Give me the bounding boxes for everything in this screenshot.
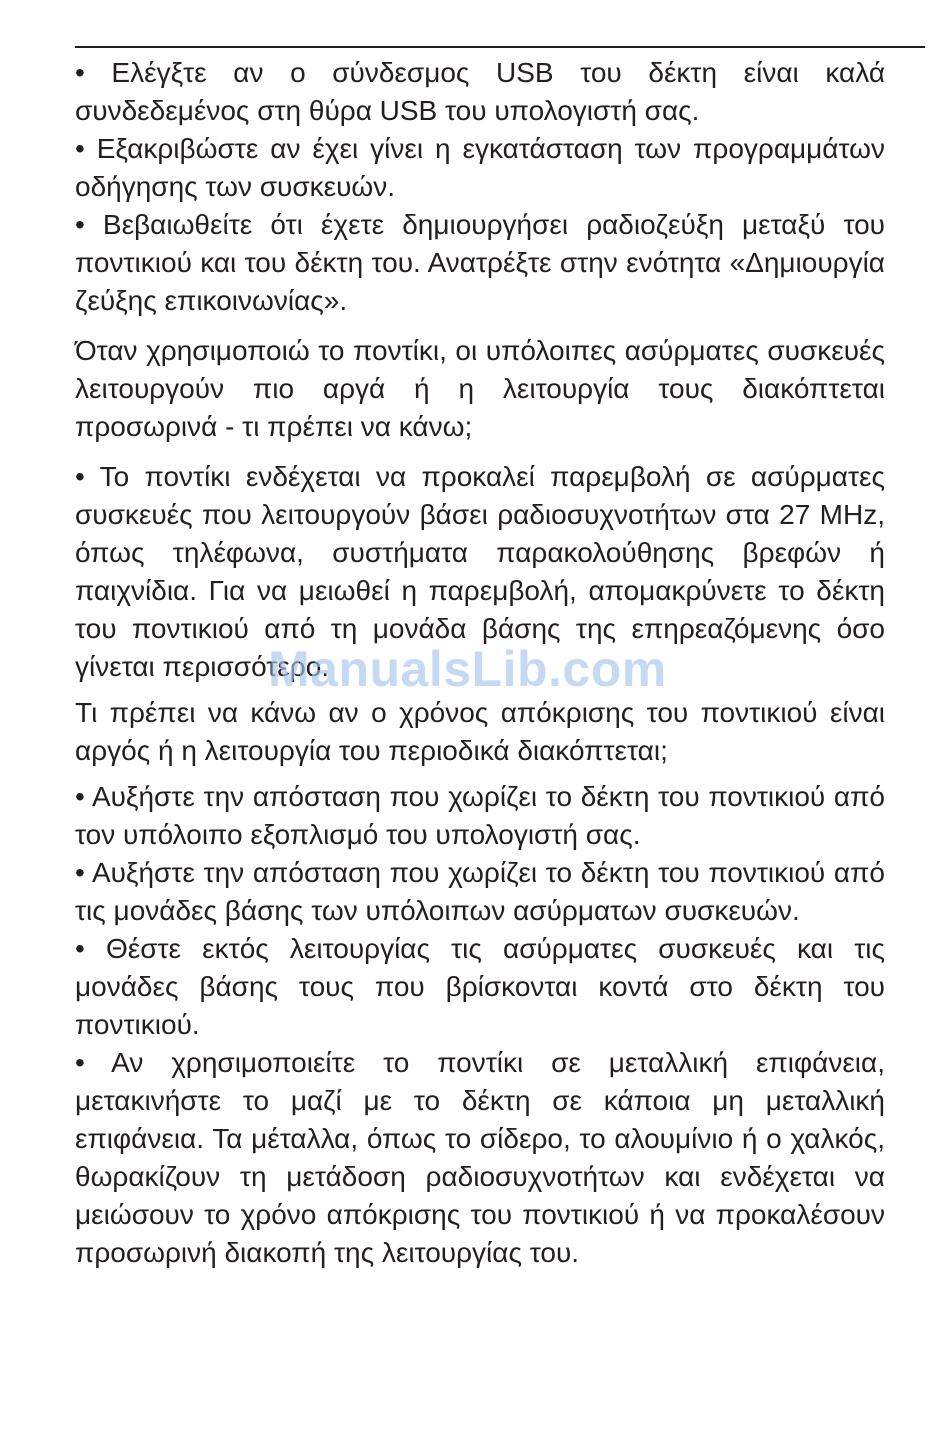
bullet-usb-connection: • Ελέγξτε αν ο σύνδεσμος USB του δέκτη είναι καλά συνδεδεμένος στη θύρα USB του υπολογιστή σας. — [75, 57, 885, 126]
bullet-distance-base-units: • Αυξήστε την απόσταση που χωρίζει το δέκτη του ποντικιού από τις μονάδες βάσης των υπόλοιπων ασύρματων συσκευών. — [75, 857, 885, 926]
document-body — [75, 54, 885, 1272]
bullet-radio-link: • Βεβαιωθείτε ότι έχετε δημιουργήσει ραδιοζεύξη μεταξύ του ποντικιού και του δέκτη του. Ανατρέξτε στην ενότητα «Δημιουργία ζεύξης επικοινωνίας». — [75, 209, 885, 316]
bullet-driver-install: • Εξακριβώστε αν έχει γίνει η εγκατάσταση των προγραμμάτων οδήγησης των συσκευών. — [75, 133, 885, 202]
bullet-disable-wireless: • Θέστε εκτός λειτουργίας τις ασύρματες συσκευές και τις μονάδες βάσης τους που βρίσκονται κοντά στο δέκτη του ποντικιού. — [75, 933, 885, 1040]
bullet-interference-27mhz: • Το ποντίκι ενδέχεται να προκαλεί παρεμβολή σε ασύρματες συσκευές που λειτουργούν βάσει ραδιοσυχνοτήτων στα 27 MHz, όπως τηλέφωνα, συστήματα παρακολούθησης βρεφών ή παιχνίδια. Για να μειωθεί η παρεμβολή, απομακρύνετε το δέκτη του ποντικιού από τη μονάδα βάσης της επηρεαζόμενης όσο γίνεται περισσότερο. — [75, 461, 885, 682]
watermark-logo: ManualsLib.com — [268, 641, 667, 697]
bullet-metal-surface: • Αν χρησιμοποιείτε το ποντίκι σε μεταλλική επιφάνεια, μετακινήστε το μαζί με το δέκτη σε κάποια μη μεταλλική επιφάνεια. Τα μέταλλα, όπως το σίδερο, το αλουμίνιο ή ο χαλκός, θωρακίζουν τη μετάδοση ραδιοσυχνοτήτων και ενδέχεται να μειώσουν το χρόνο απόκρισης του ποντικιού ή να προκαλέσουν προσωρινή διακοπή της λειτουργίας του. — [75, 1047, 885, 1268]
bullet-distance-equipment: • Αυξήστε την απόσταση που χωρίζει το δέκτη του ποντικιού από τον υπόλοιπο εξοπλισμό του υπολογιστή σας. — [75, 781, 885, 850]
question-slow-response: Τι πρέπει να κάνω αν ο χρόνος απόκρισης του ποντικιού είναι αργός ή η λειτουργία του περιοδικά διακόπτεται; — [75, 697, 885, 766]
top-divider-rule — [75, 46, 925, 48]
question-interference: Όταν χρησιμοποιώ το ποντίκι, οι υπόλοιπες ασύρματες συσκευές λειτουργούν πιο αργά ή η λειτουργία τους διακόπτεται προσωρινά - τι πρέπει να κάνω; — [75, 335, 885, 442]
